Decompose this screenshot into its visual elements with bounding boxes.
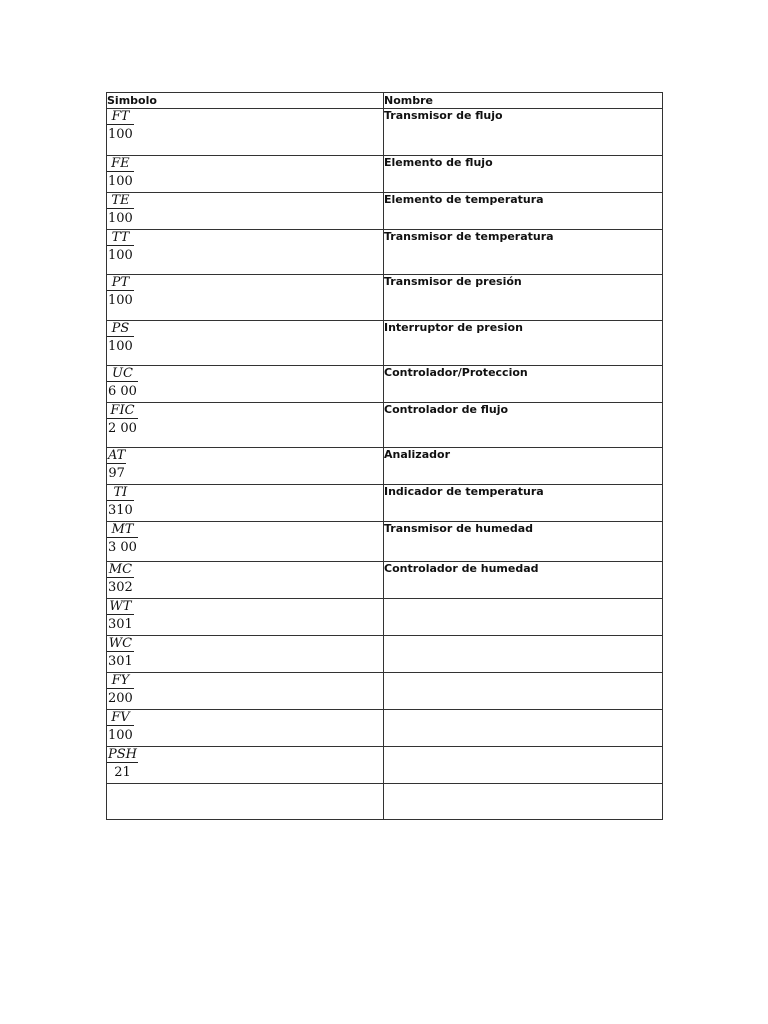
instrument-letters: FIC (107, 403, 138, 419)
instrument-name-cell (384, 636, 663, 673)
document-page (106, 92, 662, 820)
instrument-name-cell: Elemento de flujo (384, 156, 663, 193)
instrument-letters: FE (107, 156, 134, 172)
instrument-tag-fraction (107, 747, 138, 780)
instrument-tag-fraction (107, 275, 134, 308)
instrument-letters: FY (107, 673, 134, 689)
symbol-cell (107, 784, 384, 820)
instrument-letters: MC (108, 562, 133, 577)
instrument-tag-fraction (107, 321, 134, 354)
table-row (107, 156, 663, 193)
instrument-letters: TI (107, 485, 134, 501)
instrument-loop-number: 100 (108, 174, 133, 189)
instrument-name-cell: Controlador/Proteccion (384, 366, 663, 403)
symbol-cell (107, 636, 384, 673)
instrument-loop-number: 302 (108, 580, 133, 595)
table-row (107, 485, 663, 522)
instrument-name-cell: Indicador de temperatura (384, 485, 663, 522)
instrument-loop-number: 6 00 (108, 384, 137, 399)
instrument-name-cell: Transmisor de flujo (384, 109, 663, 156)
instrument-letters: AT (108, 448, 126, 463)
instrument-loop-number: 21 (114, 765, 131, 780)
instrument-name-cell (384, 747, 663, 784)
instrument-tag-fraction (107, 366, 138, 399)
instrument-loop-number: 100 (108, 248, 133, 263)
instrument-loop-number: 3 00 (108, 540, 137, 555)
symbol-cell (107, 485, 384, 522)
table-row (107, 366, 663, 403)
instrument-tag-fraction (107, 599, 134, 632)
instrument-tag-fraction (107, 562, 134, 595)
instrument-loop-number: 100 (108, 339, 133, 354)
table-row (107, 636, 663, 673)
symbol-cell (107, 109, 384, 156)
instrument-letters: PS (107, 321, 134, 337)
instrument-loop-number: 100 (108, 728, 133, 743)
instrument-loop-number: 301 (108, 617, 133, 632)
instrument-name-cell: Controlador de flujo (384, 403, 663, 448)
instrument-tag-fraction (107, 710, 134, 743)
instrument-letters: TE (107, 193, 134, 209)
instrument-letters: MT (107, 522, 138, 538)
symbol-cell (107, 366, 384, 403)
instrument-tag-fraction (107, 485, 134, 518)
instrument-name-cell: Elemento de temperatura (384, 193, 663, 230)
instrument-loop-number: 100 (108, 127, 133, 142)
table-row (107, 562, 663, 599)
instrument-loop-number: 310 (108, 503, 133, 518)
symbol-cell (107, 673, 384, 710)
symbol-cell (107, 710, 384, 747)
instrument-tag-fraction (107, 230, 134, 263)
symbol-table (106, 92, 663, 820)
table-row (107, 403, 663, 448)
table-row (107, 230, 663, 275)
table-row (107, 747, 663, 784)
instrument-letters: TT (107, 230, 134, 246)
symbol-cell (107, 448, 384, 485)
symbol-cell (107, 747, 384, 784)
table-row (107, 109, 663, 156)
instrument-loop-number: 200 (108, 691, 133, 706)
instrument-loop-number: 100 (108, 293, 133, 308)
symbol-cell (107, 522, 384, 562)
instrument-letters: WT (107, 599, 134, 615)
instrument-name-cell: Interruptor de presion (384, 321, 663, 366)
instrument-tag-fraction (107, 109, 134, 142)
instrument-letters: WC (108, 636, 133, 651)
symbol-cell (107, 230, 384, 275)
instrument-tag-fraction (107, 636, 134, 669)
symbol-cell (107, 156, 384, 193)
table-row (107, 673, 663, 710)
table-row (107, 784, 663, 820)
instrument-tag-fraction (107, 193, 134, 226)
header-symbol: Simbolo (107, 93, 384, 109)
table-row (107, 599, 663, 636)
header-name: Nombre (384, 93, 663, 109)
instrument-name-cell: Transmisor de presión (384, 275, 663, 321)
table-row (107, 193, 663, 230)
table-row (107, 275, 663, 321)
symbol-cell (107, 599, 384, 636)
instrument-name-cell (384, 784, 663, 820)
instrument-letters: UC (107, 366, 138, 382)
symbol-cell (107, 321, 384, 366)
table-row (107, 448, 663, 485)
instrument-loop-number: 301 (108, 654, 133, 669)
table-row (107, 710, 663, 747)
symbol-cell (107, 193, 384, 230)
instrument-name-cell: Transmisor de temperatura (384, 230, 663, 275)
table-row (107, 522, 663, 562)
instrument-name-cell: Transmisor de humedad (384, 522, 663, 562)
instrument-name-cell (384, 710, 663, 747)
instrument-tag-fraction (107, 673, 134, 706)
instrument-tag-fraction (107, 522, 138, 555)
instrument-loop-number: 2 00 (108, 421, 137, 436)
instrument-name-cell: Controlador de humedad (384, 562, 663, 599)
symbol-cell (107, 562, 384, 599)
instrument-name-cell: Analizador (384, 448, 663, 485)
symbol-cell (107, 275, 384, 321)
instrument-letters: PT (107, 275, 134, 291)
table-body (107, 109, 663, 820)
instrument-letters: FT (107, 109, 134, 125)
instrument-letters: FV (107, 710, 134, 726)
instrument-tag-fraction (107, 156, 134, 189)
instrument-letters: PSH (108, 747, 137, 762)
table-header-row (107, 93, 663, 109)
instrument-tag-fraction (107, 448, 126, 481)
instrument-tag-fraction (107, 403, 138, 436)
instrument-loop-number: 97 (108, 466, 125, 481)
symbol-cell (107, 403, 384, 448)
instrument-loop-number: 100 (108, 211, 133, 226)
instrument-name-cell (384, 673, 663, 710)
table-row (107, 321, 663, 366)
instrument-name-cell (384, 599, 663, 636)
